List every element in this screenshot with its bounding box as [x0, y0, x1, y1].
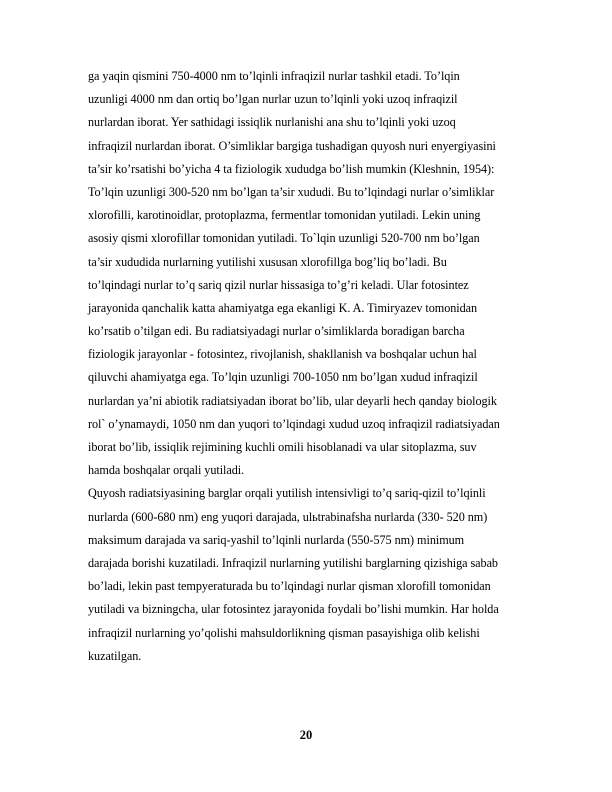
text-line-13: fiziologik jarayonlar - fotosintez, rivojlanish, shakllanish va boshqalar uchun hal — [88, 347, 477, 362]
text-line-11: jarayonida qanchalik katta ahamiyatga ega ekanligi K. A. Timiryazev tomonidan — [88, 300, 478, 315]
text-line-8: asosiy qismi xlorofillar tomonidan yutiladi. To`lqin uzunligi 520-700 nm bo’lgan — [88, 231, 480, 246]
text-line-19: Quyosh radiatsiyasining barglar orqali yutilish intensivligi to’q sariq-qizil to’lqinli — [88, 486, 486, 501]
text-line-23: bo’ladi, lekin past tempyeraturada bu to’lqindagi nurlar qisman xlorofill tomonidan — [88, 579, 491, 594]
text-line-14: qiluvchi ahamiyatga ega. To’lqin uzunligi 700-1050 nm bo’lgan xudud infraqizil — [88, 370, 478, 385]
text-line-7: xlorofilli, karotinoidlar, protoplazma, fermentlar tomonidan yutiladi. Lekin uning — [88, 208, 481, 223]
text-line-15: nurlardan ya’ni abiotik radiatsiyadan iborat bo’lib, ular deyarli hech qanday biologik — [88, 393, 497, 408]
text-line-22: darajada borishi kuzatiladi. Infraqizil nurlarning yutilishi barglarning qizishiga sabab — [88, 555, 498, 570]
text-line-9: ta’sir xududida nurlarning yutilishi xususan xlorofillga bog’liq bo’ladi. Bu — [88, 254, 447, 269]
text-line-6: To’lqin uzunligi 300-520 nm bo’lgan ta’sir xududi. Bu to’lqindagi nurlar o’simliklar — [88, 184, 495, 199]
text-line-5: ta’sir ko’rsatishi bo’yicha 4 ta fiziologik xududga bo’lish mumkin (Kleshnin, 1954): — [88, 161, 495, 176]
text-line-1: ga yaqin qismini 750-4000 nm to’lqinli infraqizil nurlar tashkil etadi. To’lqin — [88, 69, 460, 83]
text-line-24: yutiladi va bizningcha, ular fotosintez jarayonida foydali bo’lishi mumkin. Har holda — [88, 602, 499, 617]
body-text — [88, 65, 568, 668]
text-line-3: nurlardan iborat. Yer sathidagi issiqlik nurlanishi ana shu to’lqinli yoki uzoq — [88, 115, 456, 130]
text-line-10: to’lqindagi nurlar to’q sariq qizil nurlar hissasiga to’g’ri keladi. Ular fotosintez — [88, 277, 469, 292]
text-line-2: uzunligi 4000 nm dan ortiq bo’lgan nurlar uzun to’lqinli yoki uzoq infraqizil — [88, 92, 458, 107]
text-line-26: kuzatilgan. — [88, 648, 142, 663]
page-number: 20 — [299, 728, 313, 742]
text-line-4: infraqizil nurlardan iborat. O’simliklar bargiga tushadigan quyosh nuri enyergiyasini — [88, 138, 496, 153]
text-line-18: hamda boshqalar orqali yutiladi. — [88, 463, 245, 478]
text-line-17: iborat bo’lib, issiqlik rejimining kuchli omili hisoblanadi va ular sitoplazma, suv — [88, 440, 477, 454]
text-line-20: nurlarda (600-680 nm) eng yuqori darajada, ulьtrabinafsha nurlarda (330- 520 nm) — [88, 509, 488, 524]
text-line-21: maksimum darajada va sariq-yashil to’lqinli nurlarda (550-575 nm) minimum — [88, 532, 465, 547]
text-line-12: ko’rsatib o’tilgan edi. Bu radiatsiyadagi nurlar o’simliklarda boradigan barcha — [88, 324, 465, 339]
text-line-16: rol` o’ynamaydi, 1050 nm dan yuqori to’lqindagi xudud uzoq infraqizil radiatsiyadan — [88, 416, 500, 431]
text-line-25: infraqizil nurlarning yo’qolishi mahsuldorlikning qisman pasayishiga olib kelishi — [88, 625, 480, 640]
